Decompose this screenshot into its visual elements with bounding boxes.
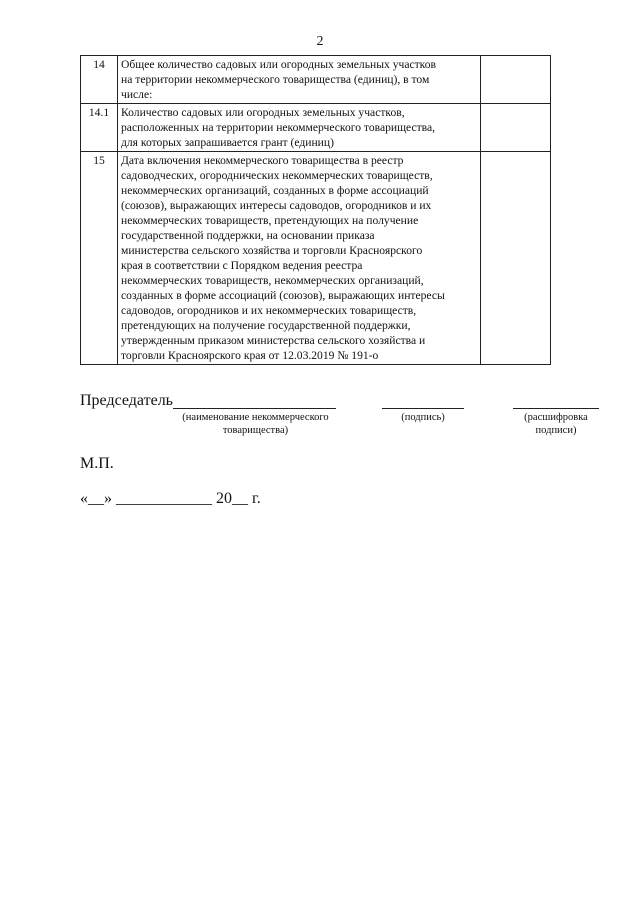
table-row bbox=[81, 152, 551, 365]
data-table bbox=[80, 55, 551, 365]
row-value-cell[interactable] bbox=[481, 104, 551, 152]
row-description bbox=[118, 56, 481, 104]
stamp-placeholder-label: М.П. bbox=[80, 455, 114, 472]
description-line: некоммерческих организаций, созданных в форме ассоциаций bbox=[121, 184, 429, 197]
description-line: садоводов, огородников и их некоммерческих товариществ, bbox=[121, 304, 417, 317]
org-name-caption: (наименование некоммерческого товарищества) bbox=[182, 412, 329, 436]
description-line: на территории некоммерческого товарищества (единиц), в том bbox=[121, 73, 430, 86]
row-number: 15 bbox=[81, 152, 118, 365]
description-line: края в соответствии с Порядком ведения реестра bbox=[121, 259, 363, 272]
table-row bbox=[81, 104, 551, 152]
page-number: 2 bbox=[316, 34, 324, 49]
description-line: для которых запрашивается грант (единиц) bbox=[121, 136, 334, 149]
chairman-label: Председатель bbox=[80, 392, 173, 409]
description-line: (союзов), выражающих интересы садоводов, огородников и их bbox=[121, 199, 432, 212]
signature-decode-caption: (расшифровка подписи) bbox=[524, 412, 588, 436]
description-line: государственной поддержки, на основании приказа bbox=[121, 229, 375, 242]
row-description bbox=[118, 104, 481, 152]
row-number: 14.1 bbox=[81, 104, 118, 152]
signature-line bbox=[382, 408, 464, 409]
description-line: торговли Красноярского края от 12.03.2019 № 191-о bbox=[121, 349, 379, 362]
description-line: претендующих на получение государственной поддержки, bbox=[121, 319, 411, 332]
description-line: некоммерческих товариществ, некоммерческих организаций, bbox=[121, 274, 424, 287]
description-line: числе: bbox=[121, 88, 153, 101]
description-line: созданных в форме ассоциаций (союзов), выражающих интересы bbox=[121, 289, 445, 302]
org-name-line bbox=[173, 408, 336, 409]
table-row bbox=[81, 56, 551, 104]
signature-caption: (подпись) bbox=[401, 412, 445, 423]
signature-block bbox=[80, 392, 600, 452]
date-line: «__» ____________ 20__ г. bbox=[80, 490, 261, 507]
description-line: Дата включения некоммерческого товарищества в реестр bbox=[121, 154, 404, 167]
row-value-cell[interactable] bbox=[481, 56, 551, 104]
description-line: Количество садовых или огородных земельных участков, bbox=[121, 106, 405, 119]
row-value-cell[interactable] bbox=[481, 152, 551, 365]
description-line: Общее количество садовых или огородных земельных участков bbox=[121, 58, 436, 71]
description-line: министерства сельского хозяйства и торговли Красноярского bbox=[121, 244, 423, 257]
description-line: утвержденным приказом министерства сельского хозяйства и bbox=[121, 334, 426, 347]
description-line: садоводческих, огороднических некоммерческих товариществ, bbox=[121, 169, 433, 182]
row-number: 14 bbox=[81, 56, 118, 104]
signature-decode-line bbox=[513, 408, 599, 409]
row-description bbox=[118, 152, 481, 365]
description-line: расположенных на территории некоммерческого товарищества, bbox=[121, 121, 436, 134]
description-line: некоммерческих товариществ, претендующих на получение bbox=[121, 214, 419, 227]
